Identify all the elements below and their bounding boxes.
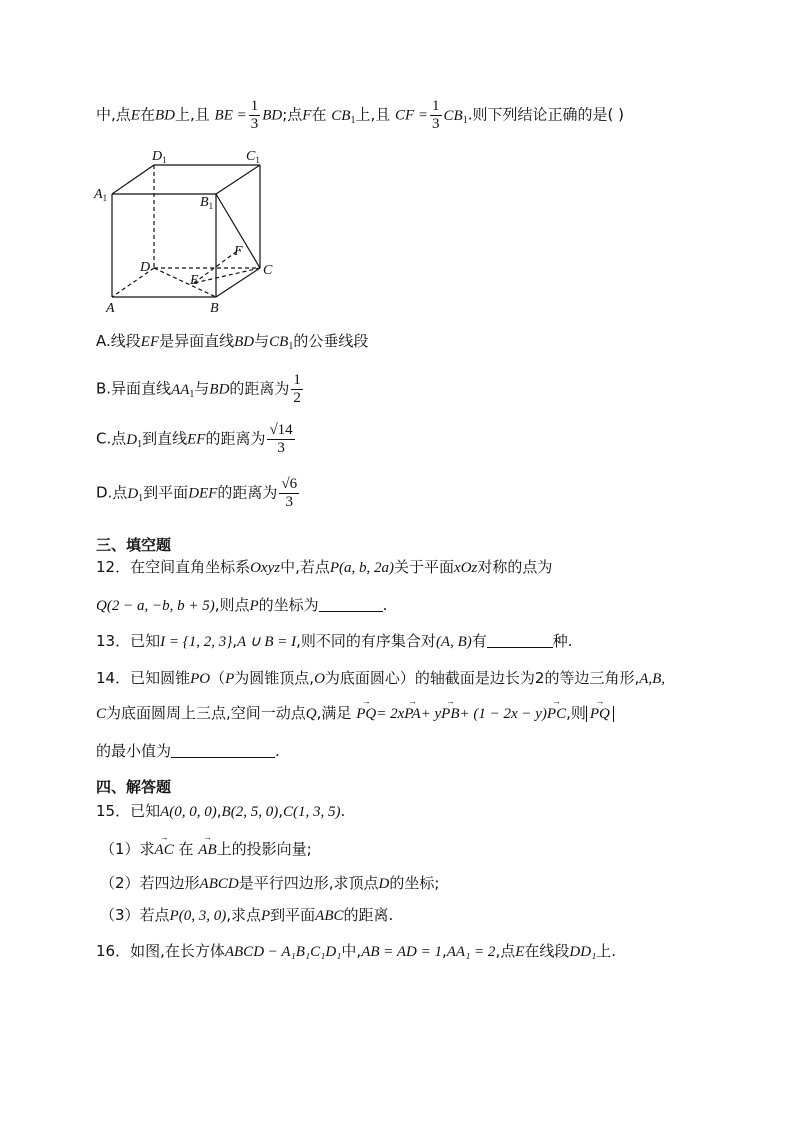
section-heading: 四、解答题: [96, 778, 172, 796]
vector: → AB: [198, 842, 216, 859]
text: 在: [139, 105, 155, 124]
question-16: 16．如图,在长方体ABCD − A₁B₁C₁D₁中,AB = AD = 1,AA₁ = 2,点E在线段DD₁上.: [96, 942, 617, 960]
label-a1: $A_1$: [94, 187, 108, 203]
vector: → AC: [155, 842, 174, 859]
math-var: E: [130, 107, 140, 124]
question-15-stem: 15．已知A(0, 0, 0),B(2, 5, 0),C(1, 3, 5).: [96, 802, 346, 820]
segment-ce: [194, 268, 260, 283]
label-d1: $D_1$: [152, 149, 167, 165]
text: 在: [311, 105, 327, 124]
cube-figure: [90, 140, 290, 320]
math-expr: CF =: [395, 107, 429, 124]
question-14-line2: C为底面圆周上三点,空间一动点Q,满足 → PQ= 2x→ PA+ y→ PB+ (1 − 2x − y)→ PC,则→ PQ: [96, 702, 614, 723]
math-var: $CB_1$: [443, 107, 468, 126]
label-f: F: [234, 244, 243, 259]
fraction: $\frac{1}{3}$: [250, 98, 259, 132]
math-var: BD: [262, 107, 283, 124]
answer-blank[interactable]: [171, 743, 275, 758]
label-b1: $B_1$: [200, 195, 214, 211]
option-c: C.点$D_1$到直线EF的距离为 $\frac{√14}{3}$: [96, 422, 293, 456]
edge-bc: [216, 268, 260, 297]
label-e: E: [190, 273, 199, 288]
math-expr: BE =: [214, 107, 247, 124]
answer-blank[interactable]: [319, 597, 383, 612]
label-b: B: [210, 301, 219, 316]
label-c1: $C_1$: [246, 149, 260, 165]
edge-a1d1: [112, 165, 154, 194]
option-d: D.点$D_1$到平面DEF的距离为 $\frac{√6}{3}$: [96, 476, 298, 510]
vector: → PB: [441, 706, 459, 723]
question-15-part1: （1）求→ AC 在 → AB上的投影向量;: [100, 838, 312, 859]
question-14-line3: 的最小值为 .: [96, 742, 280, 760]
text: 上,且: [355, 105, 391, 124]
math-var: F: [302, 107, 312, 124]
edge-b1c1: [216, 165, 260, 194]
text: 上,且: [174, 105, 210, 124]
option-a: A.线段EF是异面直线BD与$CB_1$的公垂线段: [96, 332, 369, 352]
edge-db: [154, 268, 216, 297]
question-14-line1: 14．已知圆锥PO（P为圆锥顶点,O为底面圆心）的轴截面是边长为2的等边三角形,A,B,: [96, 669, 666, 687]
question-12-line2: Q(2 − a, −b, b + 5),则点P的坐标为 .: [96, 596, 388, 614]
text: .则下列结论正确的是( ): [467, 105, 624, 124]
label-a: A: [106, 301, 115, 316]
question-15-part2: （2）若四边形ABCD是平行四边形,求顶点D的坐标;: [100, 874, 440, 892]
vector: → PQ: [356, 706, 376, 723]
vector: → PC: [547, 706, 566, 723]
q11-stem: [96, 98, 624, 132]
vector-magnitude: → PQ: [586, 706, 614, 722]
answer-blank[interactable]: [487, 633, 553, 648]
vector: → PA: [404, 706, 420, 723]
option-b: B.异面直线$AA_1$与BD的距离为 $\frac{1}{2}$: [96, 372, 301, 406]
fraction: $\frac{√6}{3}$: [281, 476, 298, 510]
question-15-part3: （3）若点P(0, 3, 0),求点P到平面ABC的距离.: [100, 906, 394, 924]
text: 中,点: [96, 105, 131, 124]
fraction: $\frac{1}{3}$: [432, 98, 440, 132]
label-c: C: [263, 263, 273, 278]
fraction: $\frac{√14}{3}$: [269, 422, 293, 456]
math-var: $CB_1$: [331, 107, 356, 126]
text: ;点: [282, 105, 303, 124]
section-heading: 三、填空题: [96, 536, 172, 554]
question-12-line1: 12．在空间直角坐标系Oxyz中,若点P(a, b, 2a)关于平面xOz对称的点为: [96, 558, 553, 576]
label-d: D: [140, 260, 151, 275]
question-13: 13．已知I = {1, 2, 3},A ∪ B = I,则不同的有序集合对(A, B)有 种.: [96, 632, 573, 650]
math-var: BD: [154, 107, 175, 124]
fraction: $\frac{1}{2}$: [293, 372, 301, 406]
